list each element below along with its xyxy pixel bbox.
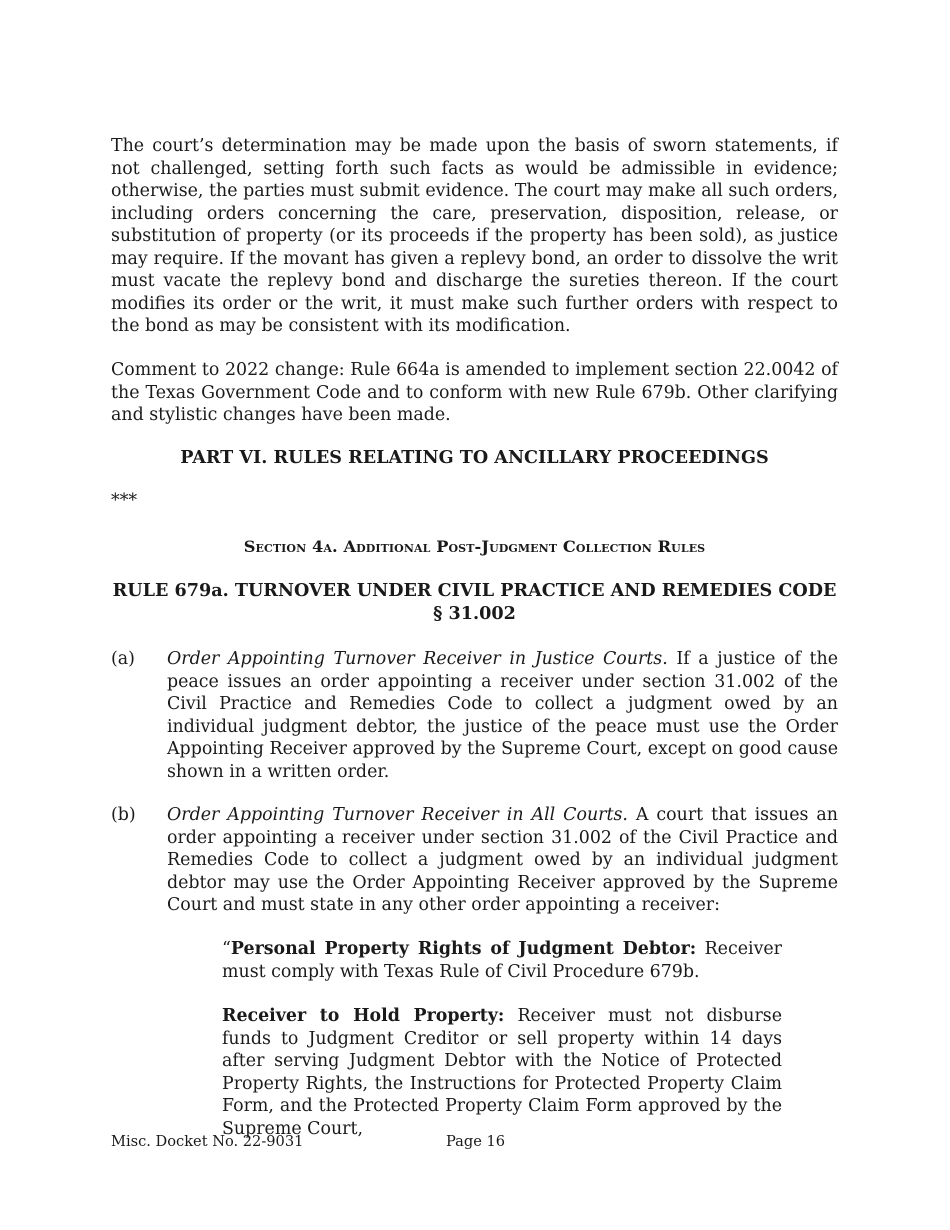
- part-heading: PART VI. RULES RELATING TO ANCILLARY PROCEEDINGS: [180, 447, 769, 468]
- paragraph-court-determination: The court’s determination may be made upon the basis of sworn statements, if not challenged, setting forth such facts as would be admissible in evidence; otherwise, the parties must submit evidence. The court may make all such orders, including orders concerning the care, preservation, disposition, release, or substitution of property (or its proceeds if the property has been sold), as justice may require. If the movant has given a replevy bond, an order to dissolve the writ must vacate the replevy bond and discharge the sureties thereon. If the court modifies its order or the writ, it must make such further orders with respect to the bond as may be consistent with its modification.: [111, 136, 838, 336]
- item-title: Order Appointing Turnover Receiver in All Courts.: [167, 805, 628, 825]
- list-item-text: [167, 804, 838, 917]
- quote-bold-lead: Receiver to Hold Property:: [222, 1006, 505, 1026]
- quote-body: Receiver must not disburse funds to Judgment Creditor or sell property within 14 days after serving Judgment Debtor with the Notice of Protected Property Rights, the Instructions for Protected Property Claim Form, and the Protected Property Claim Form approved by the Supreme Court,: [222, 1006, 783, 1139]
- item-title: Order Appointing Turnover Receiver in Justice Courts: [167, 649, 663, 669]
- quoted-paragraph-personal-property: [222, 938, 782, 983]
- footer-page-number: Page 16: [446, 1133, 506, 1150]
- footer-docket: Misc. Docket No. 22-9031: [111, 1133, 304, 1150]
- item-title-punct: .: [662, 649, 668, 669]
- omission-marker: ***: [111, 491, 138, 511]
- list-marker: (a): [111, 649, 135, 669]
- paragraph-comment-2022: Comment to 2022 change: Rule 664a is amended to implement section 22.0042 of the Texas Government Code and to conform with new Rule 679b. Other clarifying and stylistic changes have been made.: [111, 360, 838, 425]
- item-body: A court that issues an order appointing a receiver under section 31.002 of the Civil Practice and Remedies Code to collect a judgment owed by an individual judgment debtor may use the Order Appointing Receiver approved by the Supreme Court and must state in any other order appointing a receiver:: [167, 805, 838, 915]
- quote-bold-lead: Personal Property Rights of Judgment Debtor:: [230, 939, 697, 959]
- quoted-paragraph-hold-property: [222, 1005, 782, 1140]
- rule-heading: RULE 679a. TURNOVER UNDER CIVIL PRACTICE AND REMEDIES CODE § 31.002: [112, 580, 837, 624]
- list-marker: (b): [111, 805, 136, 825]
- list-item-text: [167, 648, 838, 783]
- section-heading: Section 4a. Additional Post-Judgment Collection Rules: [243, 537, 706, 556]
- item-body: If a justice of the peace issues an order appointing a receiver under section 31.002 of the Civil Practice and Remedies Code to collect a judgment owed by an individual judgment debtor, the justice of the peace must use the Order Appointing Receiver approved by the Supreme Court, except on good cause shown in a written order.: [167, 649, 838, 782]
- open-quote: “: [222, 939, 231, 959]
- quote-body: Receiver must comply with Texas Rule of Civil Procedure 679b.: [222, 939, 782, 982]
